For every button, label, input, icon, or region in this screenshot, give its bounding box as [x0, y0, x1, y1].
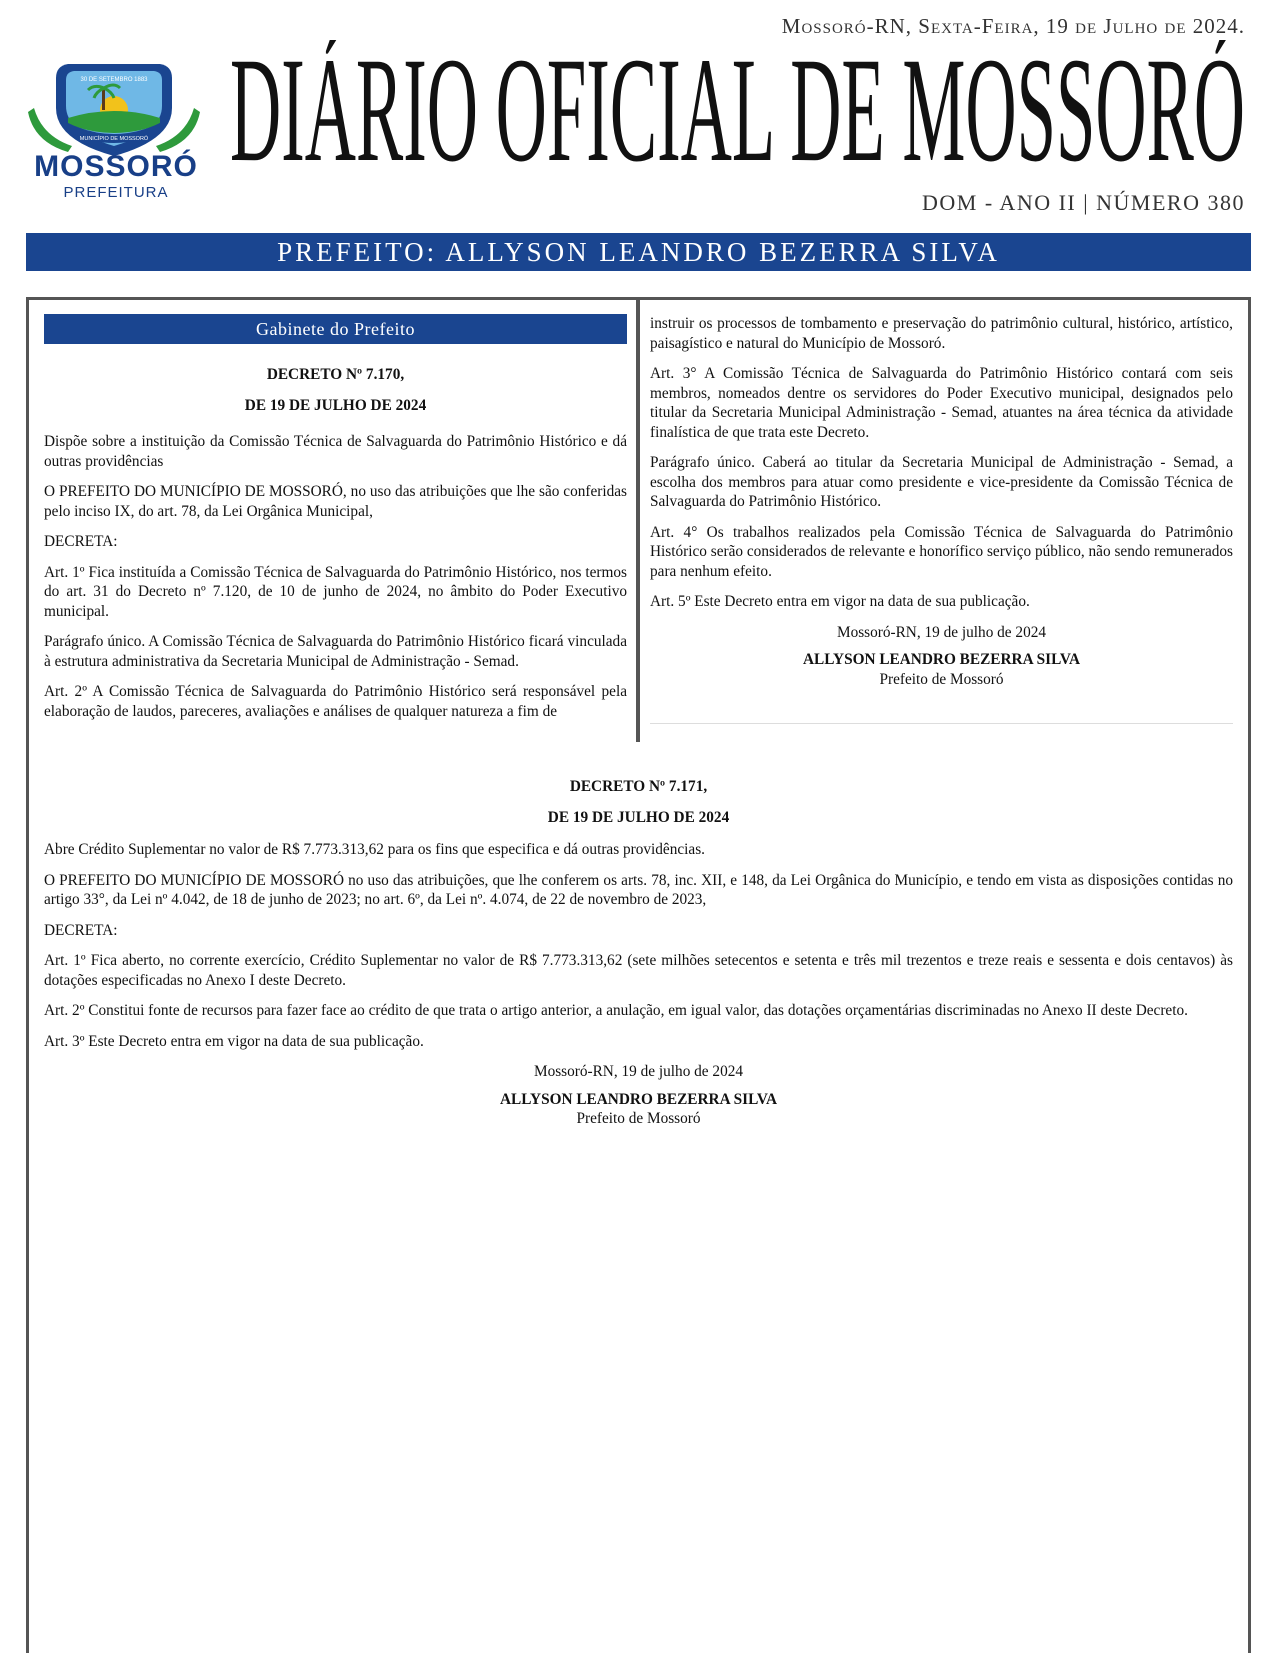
mayor-banner: PREFEITO: ALLYSON LEANDRO BEZERRA SILVA [26, 233, 1251, 271]
logo-wordmark: MOSSORÓ [34, 150, 198, 183]
separator-line [650, 723, 1233, 724]
decreta-label: DECRETA: [44, 533, 118, 550]
header-date: Mossoró-RN, Sexta-Feira, 19 de Julho de 2024. [781, 14, 1245, 38]
seal-icon [24, 48, 204, 158]
logo-subtitle: PREFEITURA [63, 184, 169, 201]
decree-preamble: O PREFEITO DO MUNICÍPIO DE MOSSORÓ, no uso das atribuições que lhe são conferidas pelo inciso IX, do art. 78, da Lei Orgânica Municipal, [44, 483, 627, 520]
article-2: Art. 2º Constitui fonte de recursos para fazer face ao crédito de que trata o artigo anterior, a anulação, em igual valor, das dotações orçamentárias discriminadas no Anexo II deste Decreto. [44, 1002, 1188, 1019]
column-divider [636, 300, 640, 742]
decree-title: DECRETO Nº 7.170, [266, 366, 405, 383]
signer-role: Prefeito de Mossoró [576, 1110, 701, 1127]
place-date: Mossoró-RN, 19 de julho de 2024 [533, 1063, 744, 1080]
place-date: Mossoró-RN, 19 de julho de 2024 [836, 623, 1047, 641]
decree-ementa: Dispõe sobre a instituição da Comissão Técnica de Salvaguarda do Patrimônio Histórico e dá outras providências [44, 433, 627, 470]
decree-7170-left-column [44, 365, 627, 732]
article-1: Art. 1º Fica aberto, no corrente exercício, Crédito Suplementar no valor de R$ 7.773.313,62 (sete milhões setecentos e setenta e três mil trezentos e treze reais e sessenta e dois centavos) às dotações especificadas no Anexo I deste Decreto. [44, 952, 1233, 989]
article-3-paragraph: Parágrafo único. Caberá ao titular da Secretaria Municipal de Administração - Semad, a escolha dos membros para atuar como presidente e vice-presidente da Comissão Técnica de Salvaguarda do Patrimônio Histórico. [650, 454, 1233, 510]
decree-preamble: O PREFEITO DO MUNICÍPIO DE MOSSORÓ no uso das atribuições, que lhe conferem os arts. 78, inc. XII, e 148, da Lei Orgânica do Município, e tendo em vista as disposições contidas no artigo 33°, da Lei nº 4.042, de 18 de junho de 2023; no art. 6º, da Lei nº. 4.074, de 22 de novembro de 2023, [44, 871, 1233, 908]
decree-7171 [44, 777, 1233, 1129]
decree-ementa: Abre Crédito Suplementar no valor de R$ 7.773.313,62 para os fins que especifica e dá outras providências. [44, 841, 705, 858]
article-1: Art. 1º Fica instituída a Comissão Técnica de Salvaguarda do Patrimônio Histórico, nos termos do art. 31 do Decreto nº 7.120, de 10 de junho de 2024, no âmbito do Poder Executivo municipal. [44, 563, 627, 620]
article-2-start: Art. 2º A Comissão Técnica de Salvaguarda do Patrimônio Histórico será responsável pela elaboração de laudos, pareceres, avaliações e análises de qualquer natureza a fim de [44, 683, 627, 720]
signer-role: Prefeito de Mossoró [879, 670, 1004, 688]
svg-text:MUNICÍPIO DE MOSSORÓ: MUNICÍPIO DE MOSSORÓ [79, 136, 149, 142]
decreta-label: DECRETA: [44, 921, 118, 939]
decree-7170-right-column [650, 314, 1233, 689]
signer-name: ALLYSON LEANDRO BEZERRA SILVA [499, 1090, 777, 1108]
decree-title: DECRETO Nº 7.171, [569, 778, 708, 795]
article-4: Art. 4° Os trabalhos realizados pela Comissão Técnica de Salvaguarda do Patrimônio Histórico serão considerados de relevante e honorífico serviço público, não sendo remunerados para nenhum efeito. [650, 523, 1233, 580]
decree-date: DE 19 DE JULHO DE 2024 [547, 808, 730, 826]
article-1-paragraph: Parágrafo único. A Comissão Técnica de Salvaguarda do Patrimônio Histórico ficará vinculada à estrutura administrativa da Secretaria Municipal de Administração - Semad. [44, 633, 627, 670]
issue-number: DOM - ANO II | NÚMERO 380 [921, 190, 1245, 215]
section-heading: Gabinete do Prefeito [44, 314, 627, 344]
article-2-end: instruir os processos de tombamento e preservação do patrimônio cultural, histórico, artístico, paisagístico e natural do Município de Mossoró. [650, 315, 1233, 352]
signer-name: ALLYSON LEANDRO BEZERRA SILVA [802, 651, 1080, 668]
masthead-title [230, 40, 1250, 180]
article-3: Art. 3° A Comissão Técnica de Salvaguarda do Patrimônio Histórico contará com seis membros, nomeados dentre os servidores do Poder Executivo municipal, designados pelo titular da Secretaria Municipal Administração - Semad, atuantes na área técnica da atividade finalística de que trata este Decreto. [650, 365, 1233, 441]
svg-text:DIÁRIO OFICIAL DE MOSSORÓ: DIÁRIO OFICIAL DE MOSSORÓ [230, 40, 1245, 180]
article-5: Art. 5º Este Decreto entra em vigor na data de sua publicação. [650, 593, 1030, 610]
decree-date: DE 19 DE JULHO DE 2024 [244, 396, 427, 414]
svg-text:30 DE SETEMBRO 1883: 30 DE SETEMBRO 1883 [80, 77, 148, 83]
article-3: Art. 3º Este Decreto entra em vigor na data de sua publicação. [44, 1032, 424, 1050]
